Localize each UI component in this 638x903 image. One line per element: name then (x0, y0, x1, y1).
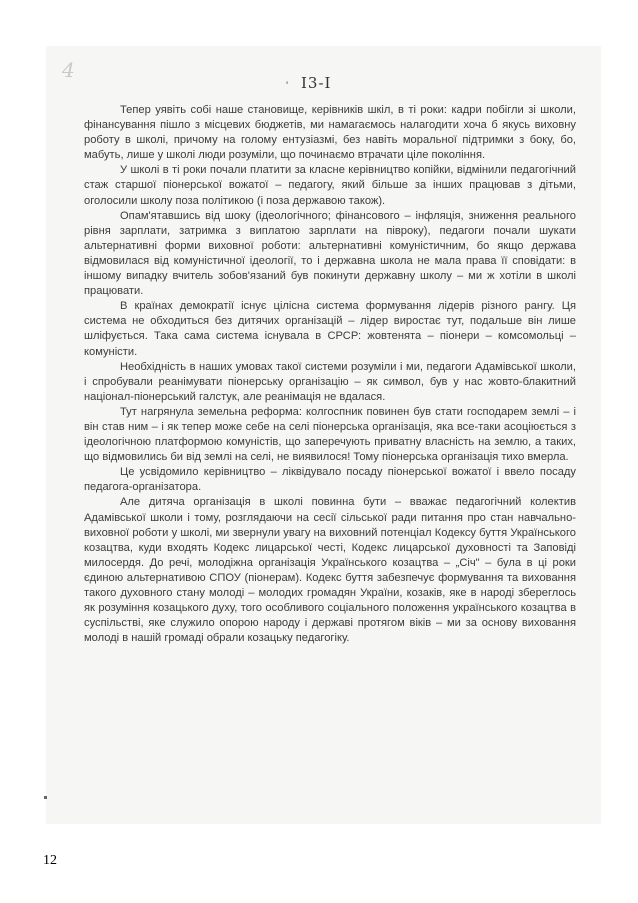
paragraph: Опам'ятавшись від шоку (ідеологічного; фінансового – інфляція, зниження реального рівня зарплати, затримка з виплатою зарплати на півроку), педагоги почали шукати альтернативні форми виховної роботи: альтернативні комуністичним, бо якщо держава відмовилася від комуністичної ідеології, то і державна школа не мала права її сповідати: в іншому випадку вчитель зобов'язаний був покинути державну школу – ми ж хотіли в школі працювати. (84, 209, 576, 298)
scanned-page (46, 46, 601, 824)
paragraph: Необхідність в наших умовах такої системи розуміли і ми, педагоги Адамівської школи, і спробували реанімувати піонерську організацію – як символ, був у нас жовто-блакитний націонал-піонерський галстук, але реанімація не вдалася. (84, 360, 576, 403)
handwritten-corner-mark: 4 (62, 58, 75, 82)
handwritten-page-stamp: I3-I (301, 74, 332, 92)
tick-mark: ' (286, 80, 289, 92)
paragraph: Це усвідомило керівництво – ліквідувало посаду піонерської вожатої і ввело посаду педагога-організатора. (84, 466, 576, 494)
paragraph: Але дитяча організація в школі повинна бути – вважає педагогічний колектив Адамівської школи і тому, розглядаючи на сесії сільської ради питання про стан навчально-виховної роботи у школі, ми звернули увагу на виховний потенціал Кодексу буття Українського козацтва, куди входять Кодекс лицарської честі, Кодекс лицарської духовності та Заповіді милосердя. До речі, молодіжна організація Українського козацтва – „Січ" – була в ці роки єдиною альтернативою СПОУ (піонерам). Кодекс буття забезпечує формування та виховання такого духовного стану молоді – молодих громадян України, козаків, яке в народі збереглось як розуміння козацького духу, того особливого соціального положення українського козацтва в суспільстві, яке служило опорою народу і державі протягом віків – ми за основу виховання молоді в нашій громаді обрали козацьку педагогіку. (84, 496, 576, 645)
paragraph: В країнах демократії існує цілісна система формування лідерів різного рангу. Ця система не обходиться без дитячих організацій – лідер виростає тут, подальше він лише шліфується. Така сама система існувала в СРСР: жовтенята – піонери – комсомольці – комуністи. (84, 300, 576, 358)
page-number: 12 (43, 853, 57, 868)
paragraph: Тут нагрянула земельна реформа: колгоспник повинен був стати господарем землі – і він став ним – і як тепер може себе на селі піонерська організація, яка все-таки асоціюється з ідеологічною платформою комуністів, що заперечують приватну власність на землю, а таких, що відмовились би від землі на селі, не виявилося! Тому піонерська організація тихо вмерла. (84, 405, 576, 464)
paragraph: У школі в ті роки почали платити за класне керівництво копійки, відмінили педагогічний стаж старшої піонерської вожатої – педагогу, який більше за інших працював з дітьми, оголосили школу поза політикою (і поза державою також). (84, 164, 576, 207)
document-body (84, 103, 576, 646)
paragraph: Тепер уявіть собі наше становище, керівників шкіл, в ті роки: кадри побігли зі школи, фінансування пішло з місцевих бюджетів, ми намагаємось налагодити хоча б якусь виховну роботу в школі, причому на голому ентузіазмі, без навіть моральної підтримки з боку, бо, мабуть, лише у школі люди розуміли, що починаємо втрачати ціле покоління. (84, 104, 576, 162)
scan-speck (44, 796, 47, 799)
